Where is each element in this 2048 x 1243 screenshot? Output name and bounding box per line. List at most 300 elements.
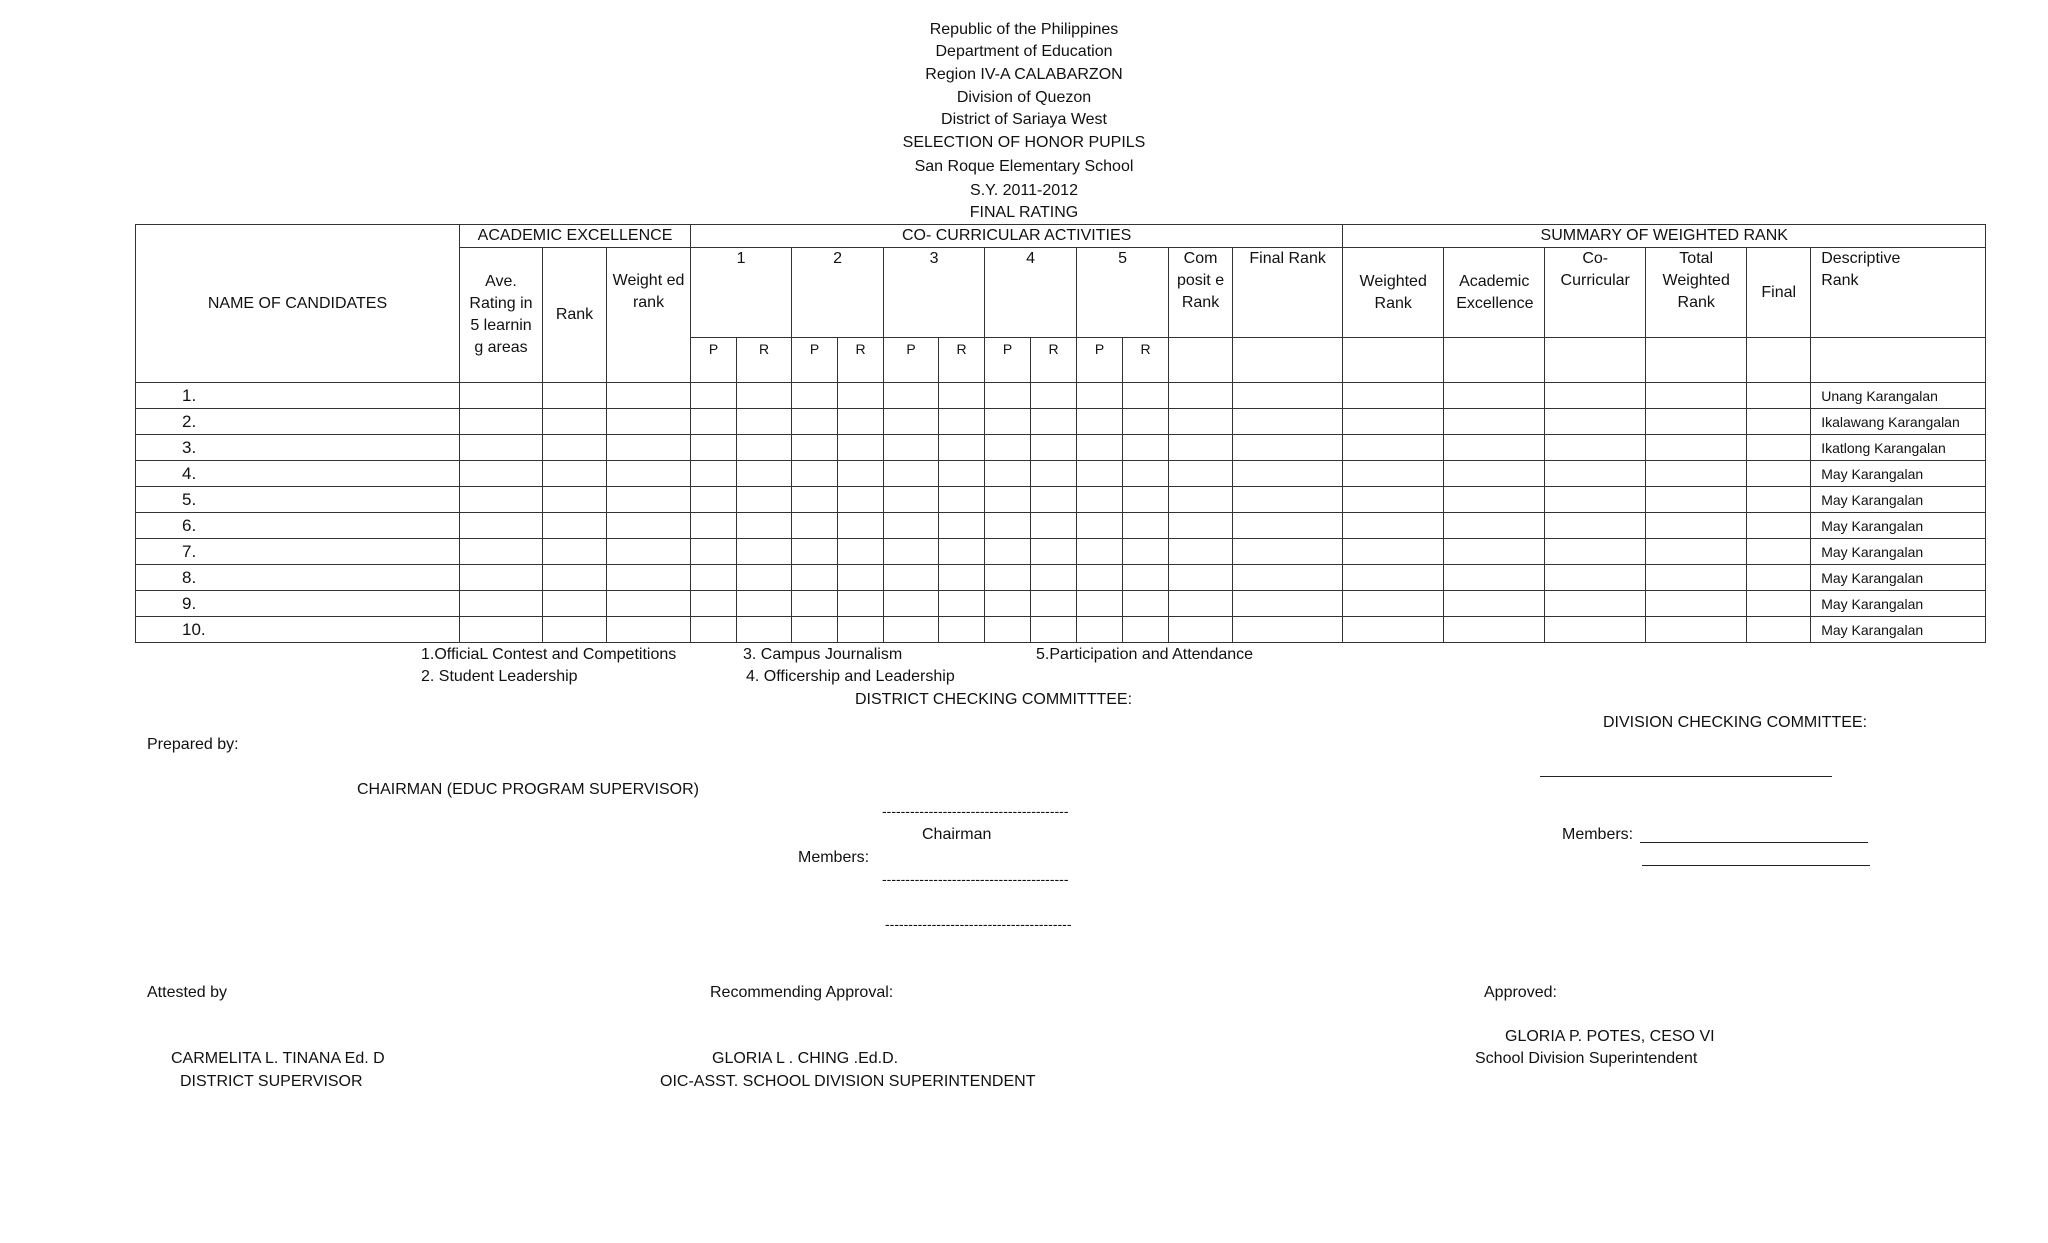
empty-cell [1545,617,1646,643]
descriptive-rank-value: May Karangalan [1811,617,1986,643]
empty-cell [1169,539,1233,565]
table-row [136,591,1986,617]
empty-cell [985,461,1031,487]
empty-cell [1811,338,1986,383]
empty-cell [607,383,691,409]
header-line-region: Region IV-A CALABARZON [925,66,1123,83]
attested-position: DISTRICT SUPERVISOR [180,1073,363,1090]
empty-cell [792,435,838,461]
honor-pupils-table [135,224,1986,643]
empty-cell [792,461,838,487]
empty-cell [884,539,939,565]
r-header: R [1031,338,1077,383]
activity-4-header: 4 [985,248,1077,338]
empty-cell [1077,591,1123,617]
empty-cell [985,435,1031,461]
empty-cell [607,513,691,539]
table-row [136,383,1986,409]
table-row [136,487,1986,513]
empty-cell [1123,435,1169,461]
empty-cell [737,565,792,591]
empty-cell [1444,539,1545,565]
empty-cell [1747,487,1811,513]
empty-cell [1169,513,1233,539]
final-rating-label: FINAL RATING [969,204,1079,221]
empty-cell [543,383,607,409]
candidate-number: 7. [136,539,460,565]
empty-cell [985,487,1031,513]
empty-cell [1123,409,1169,435]
empty-cell [838,617,884,643]
recommending-name: GLORIA L . CHING .Ed.D. [712,1050,899,1067]
empty-cell [460,435,543,461]
r-header: R [939,338,985,383]
empty-cell [1169,461,1233,487]
table-row [136,513,1986,539]
empty-cell [1343,435,1444,461]
empty-cell [460,487,543,513]
empty-cell [792,513,838,539]
empty-cell [1444,383,1545,409]
empty-cell [1077,487,1123,513]
descriptive-rank-value: May Karangalan [1811,565,1986,591]
empty-cell [1343,565,1444,591]
empty-cell [1646,409,1747,435]
empty-cell [1123,487,1169,513]
empty-cell [1343,617,1444,643]
empty-cell [691,539,737,565]
empty-cell [1031,409,1077,435]
empty-cell [543,591,607,617]
empty-cell [737,513,792,539]
empty-cell [1233,591,1343,617]
empty-cell [1169,409,1233,435]
composite-rank-header: Com posit e Rank [1169,248,1233,338]
empty-cell [1545,461,1646,487]
empty-cell [985,591,1031,617]
empty-cell [985,383,1031,409]
empty-cell [1343,513,1444,539]
empty-cell [1747,539,1811,565]
empty-cell [1646,565,1747,591]
empty-cell [1545,513,1646,539]
empty-cell [1444,435,1545,461]
empty-cell [607,435,691,461]
empty-cell [1646,539,1747,565]
legend-item-5: 5.Participation and Attendance [1036,646,1254,663]
empty-cell [884,513,939,539]
empty-cell [1169,383,1233,409]
summary-weighted-rank-group: SUMMARY OF WEIGHTED RANK [1343,225,1986,248]
empty-cell [1233,565,1343,591]
approved-label: Approved: [1484,984,1557,1001]
empty-cell [1233,435,1343,461]
empty-cell [543,513,607,539]
candidate-number: 4. [136,461,460,487]
empty-cell [838,539,884,565]
approved-position: School Division Superintendent [1475,1050,1698,1067]
empty-cell [543,487,607,513]
empty-cell [838,409,884,435]
empty-cell [1747,617,1811,643]
empty-cell [1077,461,1123,487]
empty-cell [792,539,838,565]
empty-cell [543,539,607,565]
empty-cell [1343,487,1444,513]
r-header: R [838,338,884,383]
empty-cell [939,383,985,409]
empty-cell [460,513,543,539]
attested-by-label: Attested by [147,984,228,1001]
empty-cell [884,617,939,643]
division-member-line-1 [1640,842,1868,843]
prepared-by-role: CHAIRMAN (EDUC PROGRAM SUPERVISOR) [357,781,699,798]
empty-cell [1444,591,1545,617]
descriptive-rank-header: Descriptive Rank [1811,248,1986,338]
ave-rating-header: Ave. Rating in 5 learnin g areas [460,248,543,383]
empty-cell [1031,565,1077,591]
empty-cell [1123,513,1169,539]
activity-3-header: 3 [884,248,985,338]
empty-cell [1444,565,1545,591]
empty-cell [607,565,691,591]
empty-cell [1169,338,1233,383]
empty-cell [792,383,838,409]
empty-cell [607,461,691,487]
empty-cell [691,435,737,461]
empty-cell [792,409,838,435]
p-header: P [792,338,838,383]
empty-cell [1169,435,1233,461]
recommending-label: Recommending Approval: [710,984,894,1001]
empty-cell [737,435,792,461]
empty-cell [1646,513,1747,539]
empty-cell [792,487,838,513]
empty-cell [691,617,737,643]
candidate-number: 1. [136,383,460,409]
empty-cell [691,487,737,513]
division-committee-title: DIVISION CHECKING COMMITTEE: [1603,714,1868,731]
empty-cell [1169,617,1233,643]
table-row [136,409,1986,435]
empty-cell [1545,383,1646,409]
table-row [136,461,1986,487]
activity-1-header: 1 [691,248,792,338]
p-header: P [1077,338,1123,383]
empty-cell [1646,591,1747,617]
empty-cell [460,539,543,565]
empty-cell [1646,435,1747,461]
name-of-candidates-header: NAME OF CANDIDATES [136,225,460,383]
weighted-rank-academic-header: Weight ed rank [607,248,691,383]
district-members-label: Members: [798,849,870,866]
empty-cell [1545,591,1646,617]
empty-cell [1646,461,1747,487]
empty-cell [1343,461,1444,487]
empty-cell [1444,513,1545,539]
empty-cell [838,591,884,617]
approved-name: GLORIA P. POTES, CESO VI [1505,1028,1715,1045]
recommending-position: OIC-ASST. SCHOOL DIVISION SUPERINTENDENT [660,1073,1036,1090]
empty-cell [1077,513,1123,539]
legend-item-3: 3. Campus Journalism [743,646,903,663]
candidate-number: 8. [136,565,460,591]
empty-cell [1169,565,1233,591]
empty-cell [939,591,985,617]
empty-cell [1545,539,1646,565]
empty-cell [1123,383,1169,409]
empty-cell [1169,487,1233,513]
candidate-number: 10. [136,617,460,643]
empty-cell [691,461,737,487]
empty-cell [884,383,939,409]
empty-cell [985,513,1031,539]
empty-cell [939,539,985,565]
empty-cell [1444,617,1545,643]
final-header: Final [1747,248,1811,338]
empty-cell [460,409,543,435]
academic-excellence-header: Academic Excellence [1444,248,1545,338]
legend-item-1: 1.OfficiaL Contest and Competitions [421,646,677,663]
empty-cell [737,461,792,487]
empty-cell [1233,383,1343,409]
empty-cell [691,513,737,539]
prepared-by-label: Prepared by: [147,736,239,753]
empty-cell [1077,617,1123,643]
empty-cell [1031,539,1077,565]
header-line-division: Division of Quezon [956,89,1092,106]
empty-cell [838,383,884,409]
candidate-number: 6. [136,513,460,539]
weighted-rank-header: Weighted Rank [1343,248,1444,338]
descriptive-rank-value: Ikatlong Karangalan [1811,435,1986,461]
co-curricular-header: Co- Curricular [1545,248,1646,338]
empty-cell [1444,487,1545,513]
r-header: R [737,338,792,383]
academic-excellence-group: ACADEMIC EXCELLENCE [460,225,691,248]
empty-cell [838,565,884,591]
descriptive-rank-value: Ikalawang Karangalan [1811,409,1986,435]
empty-cell [737,591,792,617]
empty-cell [939,461,985,487]
empty-cell [1747,565,1811,591]
empty-cell [607,539,691,565]
empty-cell [1031,461,1077,487]
empty-cell [1123,617,1169,643]
table-row [136,435,1986,461]
empty-cell [1545,409,1646,435]
empty-cell [1444,461,1545,487]
empty-cell [1077,565,1123,591]
empty-cell [1747,409,1811,435]
descriptive-rank-value: May Karangalan [1811,591,1986,617]
empty-cell [838,461,884,487]
legend-item-4: 4. Officership and Leadership [746,668,955,685]
empty-cell [884,435,939,461]
empty-cell [1646,487,1747,513]
document-title: SELECTION OF HONOR PUPILS [902,134,1146,151]
empty-cell [939,565,985,591]
empty-cell [1646,338,1747,383]
school-name: San Roque Elementary School [914,158,1134,175]
candidate-number: 9. [136,591,460,617]
descriptive-rank-value: Unang Karangalan [1811,383,1986,409]
empty-cell [985,539,1031,565]
empty-cell [1747,383,1811,409]
empty-cell [607,409,691,435]
empty-cell [691,383,737,409]
descriptive-rank-value: May Karangalan [1811,513,1986,539]
rank-header: Rank [543,248,607,383]
division-member-line-2 [1642,865,1870,866]
empty-cell [1343,591,1444,617]
empty-cell [792,617,838,643]
empty-cell [939,487,985,513]
empty-cell [939,513,985,539]
empty-cell [460,461,543,487]
empty-cell [1123,565,1169,591]
empty-cell [1123,591,1169,617]
empty-cell [1343,539,1444,565]
header-line-district: District of Sariaya West [941,111,1107,128]
empty-cell [1077,539,1123,565]
empty-cell [838,487,884,513]
empty-cell [985,617,1031,643]
empty-cell [792,565,838,591]
r-header: R [1123,338,1169,383]
empty-cell [737,539,792,565]
empty-cell [1747,461,1811,487]
empty-cell [607,617,691,643]
empty-cell [543,409,607,435]
empty-cell [1233,338,1343,383]
empty-cell [460,565,543,591]
chairman-signature-line: ---------------------------------------- [882,803,1069,819]
candidate-number: 3. [136,435,460,461]
header-line-republic: Republic of the Philippines [929,21,1119,38]
empty-cell [460,383,543,409]
empty-cell [1747,513,1811,539]
activity-5-header: 5 [1077,248,1169,338]
legend-item-2: 2. Student Leadership [421,668,578,685]
member-signature-line-2: ---------------------------------------- [885,916,1072,932]
empty-cell [607,487,691,513]
empty-cell [884,591,939,617]
empty-cell [460,591,543,617]
table-row [136,539,1986,565]
co-curricular-group: CO- CURRICULAR ACTIVITIES [691,225,1343,248]
final-rank-header: Final Rank [1233,248,1343,338]
empty-cell [1343,409,1444,435]
empty-cell [1077,409,1123,435]
empty-cell [1077,435,1123,461]
empty-cell [1031,513,1077,539]
total-weighted-rank-header: Total Weighted Rank [1646,248,1747,338]
empty-cell [1233,539,1343,565]
empty-cell [543,461,607,487]
empty-cell [1747,338,1811,383]
district-chairman-label: Chairman [922,826,992,843]
empty-cell [1646,383,1747,409]
empty-cell [792,591,838,617]
empty-cell [1747,591,1811,617]
empty-cell [838,435,884,461]
empty-cell [737,409,792,435]
empty-cell [691,409,737,435]
table-row [136,617,1986,643]
empty-cell [1031,435,1077,461]
empty-cell [1646,617,1747,643]
descriptive-rank-value: May Karangalan [1811,487,1986,513]
empty-cell [1444,409,1545,435]
empty-cell [1545,487,1646,513]
activity-2-header: 2 [792,248,884,338]
empty-cell [985,565,1031,591]
empty-cell [1444,338,1545,383]
empty-cell [1123,539,1169,565]
empty-cell [1233,461,1343,487]
empty-cell [1031,591,1077,617]
p-header: P [884,338,939,383]
candidate-number: 2. [136,409,460,435]
empty-cell [460,617,543,643]
member-signature-line-1: ---------------------------------------- [882,871,1069,887]
district-committee-title: DISTRICT CHECKING COMMITTTEE: [855,691,1133,708]
empty-cell [543,435,607,461]
empty-cell [737,383,792,409]
empty-cell [1077,383,1123,409]
empty-cell [1545,435,1646,461]
empty-cell [691,565,737,591]
attested-name: CARMELITA L. TINANA Ed. D [171,1050,385,1067]
p-header: P [691,338,737,383]
p-header: P [985,338,1031,383]
empty-cell [1233,487,1343,513]
empty-cell [1031,383,1077,409]
empty-cell [543,565,607,591]
table-row [136,565,1986,591]
empty-cell [884,565,939,591]
empty-cell [1233,617,1343,643]
school-year: S.Y. 2011-2012 [970,182,1078,199]
empty-cell [1343,383,1444,409]
empty-cell [1031,617,1077,643]
empty-cell [1169,591,1233,617]
division-chairman-signature-line [1540,776,1832,777]
empty-cell [543,617,607,643]
descriptive-rank-value: May Karangalan [1811,461,1986,487]
empty-cell [1233,409,1343,435]
empty-cell [939,409,985,435]
empty-cell [1545,338,1646,383]
empty-cell [838,513,884,539]
empty-cell [1031,487,1077,513]
empty-cell [939,617,985,643]
division-members-label: Members: [1562,826,1634,843]
header-line-department: Department of Education [935,43,1113,60]
empty-cell [1233,513,1343,539]
descriptive-rank-value: May Karangalan [1811,539,1986,565]
empty-cell [884,461,939,487]
empty-cell [1343,338,1444,383]
empty-cell [939,435,985,461]
empty-cell [1747,435,1811,461]
empty-cell [985,409,1031,435]
empty-cell [737,617,792,643]
candidate-number: 5. [136,487,460,513]
empty-cell [607,591,691,617]
empty-cell [1545,565,1646,591]
